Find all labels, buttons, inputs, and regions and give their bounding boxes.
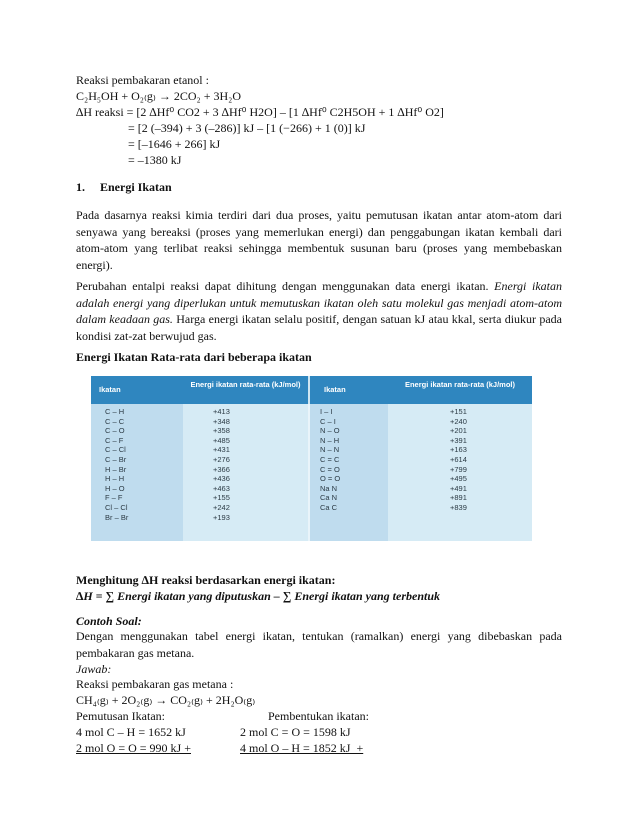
table-cell-energy: +413 bbox=[213, 407, 230, 416]
table-cell-energy: +242 bbox=[213, 502, 230, 512]
table-heading: Energi Ikatan Rata-rata dari beberapa ikatan bbox=[76, 350, 312, 364]
table-cell-energy: +358 bbox=[213, 426, 230, 436]
break-line-1: 4 mol C – H = 1652 kJ bbox=[76, 725, 186, 739]
table-cell-energy: +193 bbox=[213, 512, 230, 522]
table-cell-energy: +431 bbox=[213, 445, 230, 455]
table-cell-bond: O = O bbox=[320, 474, 341, 484]
table-cell-bond: Br – Br bbox=[105, 512, 129, 522]
table-cell-energy: +495 bbox=[450, 474, 467, 484]
table-cell-bond: C – F bbox=[105, 435, 124, 445]
delta-h-line-2: = [2 (–394) + 3 (–286)] kJ – [1 (−266) + 1 (0)] kJ bbox=[128, 121, 366, 135]
header-energy-left: Energi ikatan rata-rata (kJ/mol) bbox=[190, 380, 301, 389]
table-cell-bond: C – Cl bbox=[105, 445, 126, 455]
table-body bbox=[91, 404, 532, 541]
table-cell-energy: +391 bbox=[450, 435, 467, 445]
paragraph-2-definition: Energi ikatan adalah energi yang diperlukan untuk memutuskan ikatan oleh satu molekul gas menjadi atom-atom dalam keadaan gas. bbox=[76, 279, 562, 326]
section-heading: 1. Energi Ikatan bbox=[76, 180, 172, 194]
reaction-equation: C₂H₅OH + O₂₍g₎ → 2CO₂ + 3H₂O bbox=[76, 89, 242, 103]
paragraph-2-text-a: Perubahan entalpi reaksi dapat dihitung dengan menggunakan data energi ikatan. bbox=[76, 279, 495, 293]
example-text: Dengan menggunakan tabel energi ikatan, tentukan (ramalkan) energi yang dibebaskan pada pembakaran gas metana. bbox=[76, 629, 562, 660]
table-cell-energy: +366 bbox=[213, 464, 230, 474]
paragraph-2-text-b: Harga energi ikatan selalu positif, dengan satuan kJ atau kkal, serta diukur pada kondisi zat-zat berwujud gas. bbox=[76, 312, 562, 343]
table-cell-bond: C – O bbox=[105, 426, 125, 436]
delta-h-line-3: = [–1646 + 266] kJ bbox=[128, 137, 221, 151]
answer-equation: CH₄₍g₎ + 2O₂₍g₎ → CO₂₍g₎ + 2H₂O₍g₎ bbox=[76, 693, 256, 707]
answer-label: Jawab: bbox=[76, 662, 112, 676]
break-line-2: 2 mol O = O = 990 kJ + bbox=[76, 741, 191, 755]
table-cell-bond: I – I bbox=[320, 407, 333, 416]
answer-intro: Reaksi pembakaran gas metana : bbox=[76, 677, 234, 691]
form-line-2: 4 mol O – H = 1852 kJ + bbox=[240, 741, 364, 755]
form-label: Pembentukan ikatan: bbox=[268, 709, 369, 723]
table-cell-bond: H – Br bbox=[105, 464, 127, 474]
table-cell-energy: +839 bbox=[450, 502, 467, 512]
left-bond-column bbox=[91, 404, 183, 541]
table-cell-bond: H – H bbox=[105, 474, 125, 484]
table-header-row bbox=[91, 376, 532, 404]
header-bond-left: Ikatan bbox=[99, 385, 121, 394]
table-cell-energy: +799 bbox=[450, 464, 467, 474]
table-cell-energy: +240 bbox=[450, 416, 467, 426]
table-cell-bond: N – N bbox=[320, 445, 340, 455]
delta-h-line-4: = –1380 kJ bbox=[128, 153, 182, 167]
calc-heading: Menghitung ∆H reaksi berdasarkan energi ikatan: bbox=[76, 573, 336, 587]
table-cell-bond: C – C bbox=[105, 416, 125, 426]
table-cell-bond: Ca N bbox=[320, 493, 338, 503]
table-cell-bond: Cl – Cl bbox=[105, 502, 128, 512]
table-cell-bond: F – F bbox=[105, 493, 123, 503]
table-cell-energy: +436 bbox=[213, 474, 230, 484]
table-cell-energy: +485 bbox=[213, 435, 230, 445]
break-label: Pemutusan Ikatan: bbox=[76, 709, 165, 723]
form-line-1: 2 mol C = O = 1598 kJ bbox=[240, 725, 351, 739]
paragraph-2 bbox=[76, 278, 562, 344]
header-bond-right: Ikatan bbox=[308, 376, 388, 404]
left-value-column bbox=[183, 404, 308, 541]
header-energy-right: Energi ikatan rata-rata (kJ/mol) bbox=[404, 380, 516, 389]
delta-h-line-1: ∆H reaksi = [2 ∆Hf⁰ CO2 + 3 ∆Hf⁰ H2O] – [1 ∆Hf⁰ C2H5OH + 1 ∆Hf⁰ O2] bbox=[76, 105, 444, 119]
table-cell-bond: C – H bbox=[105, 407, 125, 416]
example-heading: Contoh Soal: bbox=[76, 614, 142, 628]
table-cell-bond: Ca C bbox=[320, 502, 338, 512]
table-cell-energy: +163 bbox=[450, 445, 467, 455]
table-cell-bond: N – O bbox=[320, 426, 340, 436]
calc-formula: ∆H = ∑ Energi ikatan yang diputuskan – ∑ Energi ikatan yang terbentuk bbox=[76, 589, 441, 603]
table-cell-energy: +155 bbox=[213, 493, 230, 503]
table-cell-energy: +276 bbox=[213, 454, 230, 464]
table-cell-bond: Na N bbox=[320, 483, 338, 493]
paragraph-1: Pada dasarnya reaksi kimia terdiri dari dua proses, yaitu pemutusan ikatan antar atom-atom dari senyawa yang bereaksi (proses yang memerlukan energi) dan penggabungan ikatan kembali dari atom-atom yang terlibat reaksi sehingga membentuk susunan baru (proses yang membebaskan energi). bbox=[76, 208, 562, 272]
right-bond-column bbox=[308, 404, 388, 541]
table-cell-energy: +151 bbox=[450, 407, 467, 416]
table-cell-bond: H – O bbox=[105, 483, 125, 493]
table-cell-energy: +614 bbox=[450, 454, 467, 464]
reaction-intro: Reaksi pembakaran etanol : bbox=[76, 73, 209, 87]
table-cell-bond: C – Br bbox=[105, 454, 127, 464]
table-cell-energy: +463 bbox=[213, 483, 230, 493]
table-cell-energy: +891 bbox=[450, 493, 467, 503]
table-cell-bond: C – I bbox=[320, 416, 336, 426]
table-cell-energy: +201 bbox=[450, 426, 467, 436]
table-cell-energy: +491 bbox=[450, 483, 467, 493]
table-cell-bond: N – H bbox=[320, 435, 340, 445]
bond-energy-table bbox=[91, 376, 532, 541]
table-cell-energy: +348 bbox=[213, 416, 230, 426]
table-cell-bond: C = O bbox=[320, 464, 340, 474]
right-value-column bbox=[388, 404, 532, 541]
table-cell-bond: C = C bbox=[320, 454, 340, 464]
